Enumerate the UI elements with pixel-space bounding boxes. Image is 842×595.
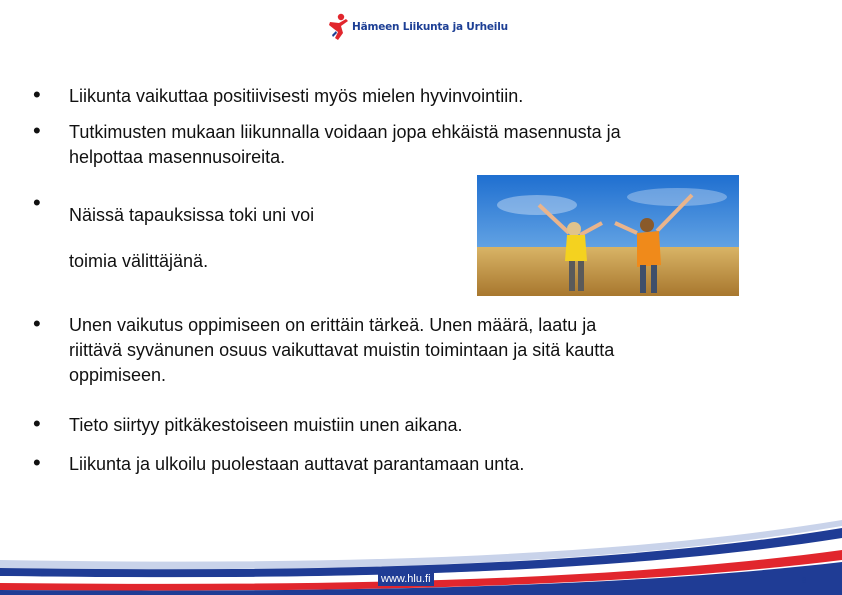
text-line: riittävä syvänunen osuus vaikuttavat muistin toimintaan ja sitä kautta [69,340,615,360]
bullet-marker: • [33,82,41,107]
footer-website-link[interactable]: www.hlu.fi [378,572,434,586]
bullet-text-6 [69,452,524,477]
logo-text: Hämeen Liikunta ja Urheilu [352,21,508,33]
text-line: Tutkimusten mukaan liikunnalla voidaan jopa ehkäistä masennusta ja [69,122,621,142]
bullet-marker: • [33,190,41,215]
header-logo [326,12,508,42]
bullet-marker: • [33,311,41,336]
bullet-text-4 [69,313,614,388]
bullet-marker: • [33,118,41,143]
text-line: helpottaa masennusoireita. [69,147,286,167]
text-line: toimia välittäjänä. [69,251,209,271]
text-line: Liikunta ja ulkoilu puolestaan auttavat parantamaan unta. [69,454,525,474]
running-figure-logo-icon [326,13,350,41]
bullet-marker: • [33,450,41,475]
text-line: Näissä tapauksissa toki uni voi [69,205,315,225]
bullet-text-5 [69,413,463,438]
jumping-people-photo [477,175,739,296]
text-line: Liikunta vaikuttaa positiivisesti myös mielen hyvinvointiin. [69,86,524,106]
page-number: 8 [802,576,807,585]
text-line: Tieto siirtyy pitkäkestoiseen muistiin unen aikana. [69,415,463,435]
text-line: Unen vaikutus oppimiseen on erittäin tärkeä. Unen määrä, laatu ja [69,315,597,335]
photo-illustration [477,175,739,296]
bullet-marker: • [33,411,41,436]
bullet-text-1 [69,84,523,109]
text-line: oppimiseen. [69,365,167,385]
bullet-text-2 [69,120,621,170]
bullet-text-3 [69,192,314,284]
